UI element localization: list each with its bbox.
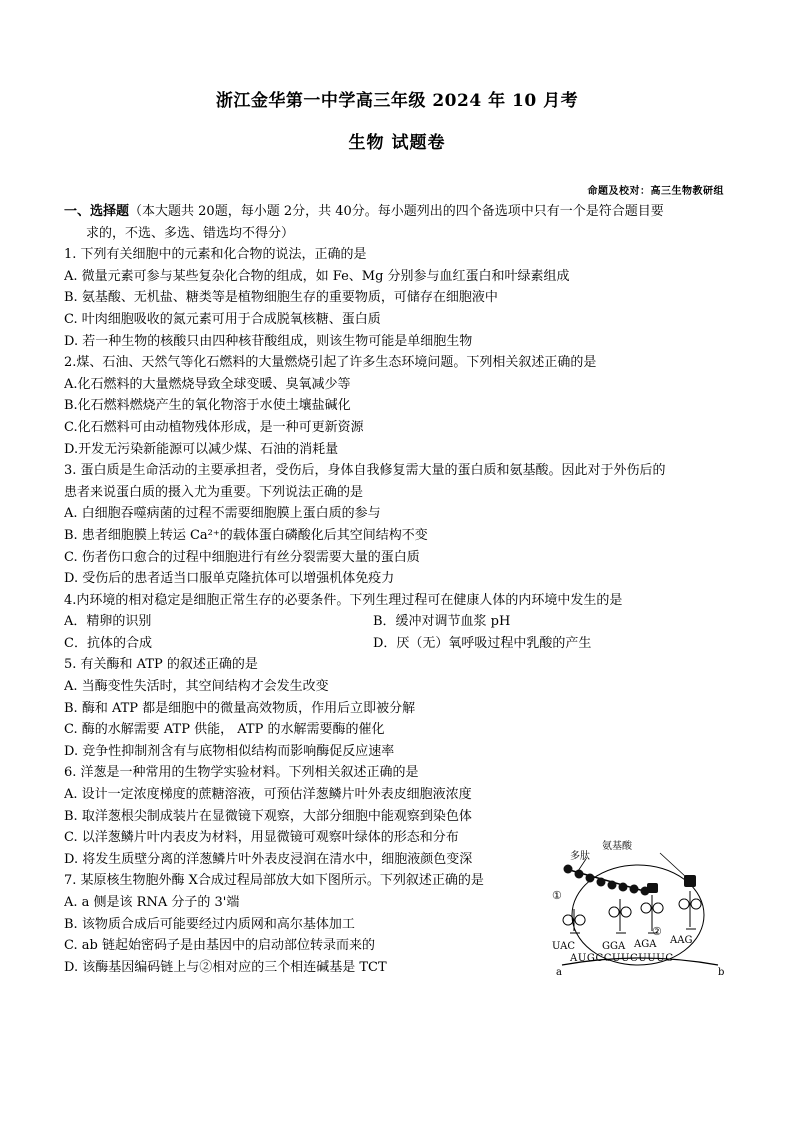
section-intro-text: （本大题共 20题，每小题 2分，共 40分。每小题列出的四个备选项中只有一个是符合题目要 [129, 204, 664, 219]
author-credit: 命题及校对：高三生物教研组 [587, 186, 724, 197]
anticodon-2: GGA [602, 941, 626, 952]
question-7-option-a: A. a 侧是该 RNA 分子的 3'端 [64, 895, 240, 910]
question-6-option-c: C. 以洋葱鳞片叶内表皮为材料，用显微镜可观察叶绿体的形态和分布 [64, 830, 459, 846]
translation-diagram-svg [548, 833, 732, 981]
question-1-option-b: B. 氨基酸、无机盐、糖类等是植物细胞生存的重要物质，可储存在细胞液中 [64, 290, 498, 306]
amino-acid-block [647, 883, 658, 893]
question-6-option-d: D. 将发生质壁分离的洋葱鳞片叶外表皮浸润在清水中，细胞液颜色变深 [64, 851, 473, 867]
question-4-stem: 4.内环境的相对稳定是细胞正常生存的必要条件。下列生理过程可在健康人体的内环境中发生的是 [64, 592, 623, 608]
question-4-option-a: A．精卵的识别 [64, 614, 152, 630]
question-1-option-d: D. 若一种生物的核酸只由四种核苷酸组成，则该生物可能是单细胞生物 [64, 333, 473, 349]
question-3-stem: 3. 蛋白质是生命活动的主要承担者，受伤后，身体自我修复需大量的蛋白质和氨基酸。因此对于外伤后的 [64, 463, 666, 479]
question-2-option-d: D.开发无污染新能源可以减少煤、石油的消耗量 [64, 441, 339, 457]
trna-group [563, 891, 701, 933]
question-4-option-d: D．厌（无）氧呼吸过程中乳酸的产生 [373, 635, 592, 651]
question-3-option-b: B. 患者细胞膜上转运 Ca²⁺的载体蛋白磷酸化后其空间结构不变 [64, 527, 428, 543]
label-peptide: 多肽 [570, 851, 590, 862]
question-7-stem: 7. 某原核生物胞外酶 X合成过程局部放大如下图所示。下列叙述正确的是 [64, 873, 484, 889]
mrna-end-a: a [556, 967, 562, 978]
anticodon-4: AAG [670, 935, 693, 946]
question-5-option-a: A. 当酶变性失活时，其空间结构才会发生改变 [64, 679, 329, 695]
section-heading: 一、选择题 [64, 204, 130, 219]
question-5-option-d: D. 竞争性抑制剂含有与底物相似结构而影响酶促反应速率 [64, 743, 395, 759]
marker-1: ① [552, 889, 562, 902]
page-title: 浙江金华第一中学高三年级 2024 年 10 月考 [215, 91, 579, 111]
question-6-option-a: A. 设计一定浓度梯度的蔗糖溶液，可预估洋葱鳞片叶外表皮细胞液浓度 [64, 787, 472, 803]
question-1-option-a: A. 微量元素可参与某些复杂化合物的组成，如 Fe、Mg 分别参与血红蛋白和叶绿素组成 [64, 268, 570, 284]
question-2-option-b: B.化石燃料燃烧产生的氧化物溶于水使土壤盐碱化 [64, 398, 351, 414]
question-7-option-d: D. 该酶基因编码链上与②相对应的三个相连碱基是 TCT [64, 959, 387, 975]
anticodon-3: AGA [634, 939, 657, 950]
question-5-option-c: C. 酶的水解需要 ATP 供能， ATP 的水解需要酶的催化 [64, 722, 385, 738]
question-6-stem: 6. 洋葱是一种常用的生物学实验材料。下列相关叙述正确的是 [64, 765, 419, 781]
question-4-option-b: B．缓冲对调节血浆 pH [373, 614, 511, 630]
question-2-option-c: C.化石燃料可由动植物残体形成，是一种可更新资源 [64, 419, 364, 435]
question-6-option-b: B. 取洋葱根尖制成装片在显微镜下观察，大部分细胞中能观察到染色体 [64, 808, 472, 824]
mrna-end-b: b [718, 967, 725, 978]
question-2-stem: 2.煤、石油、天然气等化石燃料的大量燃烧引起了许多生态环境问题。下列相关叙述正确的是 [64, 355, 597, 371]
peptide-chain [564, 865, 650, 896]
question-7-option-c: C. ab 链起始密码子是由基因中的启动部位转录而来的 [64, 938, 375, 954]
label-amino-acid: 氨基酸 [602, 841, 632, 852]
question-4-option-c: C．抗体的合成 [64, 635, 152, 651]
question-3-option-a: A. 白细胞吞噬病菌的过程不需要细胞膜上蛋白质的参与 [64, 506, 381, 522]
amino-acid-pointer [660, 853, 686, 877]
marker-2: ② [652, 925, 662, 938]
question-4-options-row-2 [64, 633, 724, 655]
section-intro [64, 201, 724, 223]
question-1-stem: 1. 下列有关细胞中的元素和化合物的说法，正确的是 [64, 247, 367, 263]
question-1-option-c: C. 叶肉细胞吸收的氮元素可用于合成脱氧核糖、蛋白质 [64, 311, 381, 327]
question-3-stem-cont: 患者来说蛋白质的摄入尤为重要。下列说法正确的是 [64, 484, 364, 500]
mrna-sequence: AUGCCUUCUUUC [570, 953, 674, 964]
question-3-option-d: D. 受伤后的患者适当口服单克隆抗体可以增强机体免疫力 [64, 571, 395, 587]
section-intro-cont: 求的，不选、多选、错选均不得分） [86, 225, 295, 241]
page-subtitle: 生物 试题卷 [348, 133, 446, 153]
translation-diagram [548, 833, 732, 981]
anticodon-1: UAC [552, 941, 575, 952]
question-2-option-a: A.化石燃料的大量燃烧导致全球变暖、臭氧减少等 [64, 376, 351, 392]
question-3-option-c: C. 伤者伤口愈合的过程中细胞进行有丝分裂需要大量的蛋白质 [64, 549, 420, 565]
question-7-option-b: B. 该物质合成后可能要经过内质网和高尔基体加工 [64, 916, 355, 932]
question-4-options-row-1 [64, 611, 724, 633]
question-5-option-b: B. 酶和 ATP 都是细胞中的微量高效物质，作用后立即被分解 [64, 700, 416, 716]
question-5-stem: 5. 有关酶和 ATP 的叙述正确的是 [64, 657, 258, 673]
